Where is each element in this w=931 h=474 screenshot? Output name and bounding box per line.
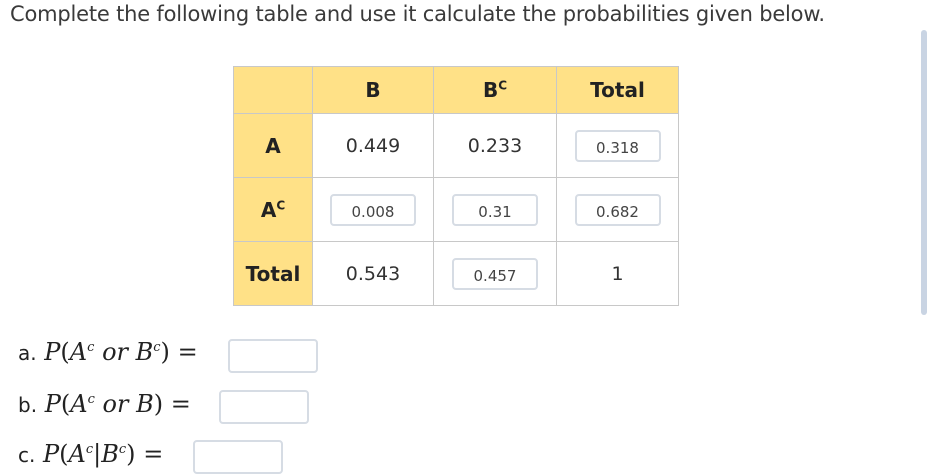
answer-input-a[interactable] bbox=[228, 339, 318, 373]
header-blank bbox=[234, 67, 313, 114]
input-ac-b[interactable]: 0.008 bbox=[330, 194, 416, 226]
header-b-complement: $B^C$ bbox=[434, 67, 557, 114]
input-ac-bc[interactable]: 0.31 bbox=[452, 194, 538, 226]
question-c: c. $P(A^c|B^c)$ = bbox=[18, 440, 164, 468]
input-ac-total[interactable]: 0.682 bbox=[575, 194, 661, 226]
scrollbar-thumb[interactable] bbox=[921, 30, 927, 315]
answer-input-b[interactable] bbox=[219, 390, 309, 424]
table-header-row bbox=[234, 67, 679, 114]
answer-input-c[interactable] bbox=[193, 440, 283, 474]
row-label-total: Total bbox=[234, 242, 313, 306]
input-total-bc[interactable]: 0.457 bbox=[452, 258, 538, 290]
table-row-total bbox=[234, 242, 679, 306]
question-a: a. $P(A^c$ or $B^c$) = bbox=[18, 338, 198, 366]
cell-ac-bc bbox=[434, 178, 557, 242]
cell-ac-total bbox=[557, 178, 679, 242]
cell-ac-b bbox=[313, 178, 434, 242]
cell-a-total bbox=[557, 114, 679, 178]
row-label-ac: $A^C$ bbox=[234, 178, 313, 242]
cell-total-bc bbox=[434, 242, 557, 306]
table-row-ac bbox=[234, 178, 679, 242]
row-label-a: A bbox=[234, 114, 313, 178]
header-total: Total bbox=[557, 67, 679, 114]
instruction-text: Complete the following table and use it calculate the probabilities given below. bbox=[10, 2, 825, 26]
question-b: b. $P(A^c$ or B) = bbox=[18, 390, 191, 418]
cell-a-b: 0.449 bbox=[313, 114, 434, 178]
cell-total-total: 1 bbox=[557, 242, 679, 306]
header-b: B bbox=[313, 67, 434, 114]
probability-table bbox=[233, 66, 679, 306]
cell-total-b: 0.543 bbox=[313, 242, 434, 306]
table-row-a bbox=[234, 114, 679, 178]
input-a-total[interactable]: 0.318 bbox=[575, 130, 661, 162]
cell-a-bc: 0.233 bbox=[434, 114, 557, 178]
